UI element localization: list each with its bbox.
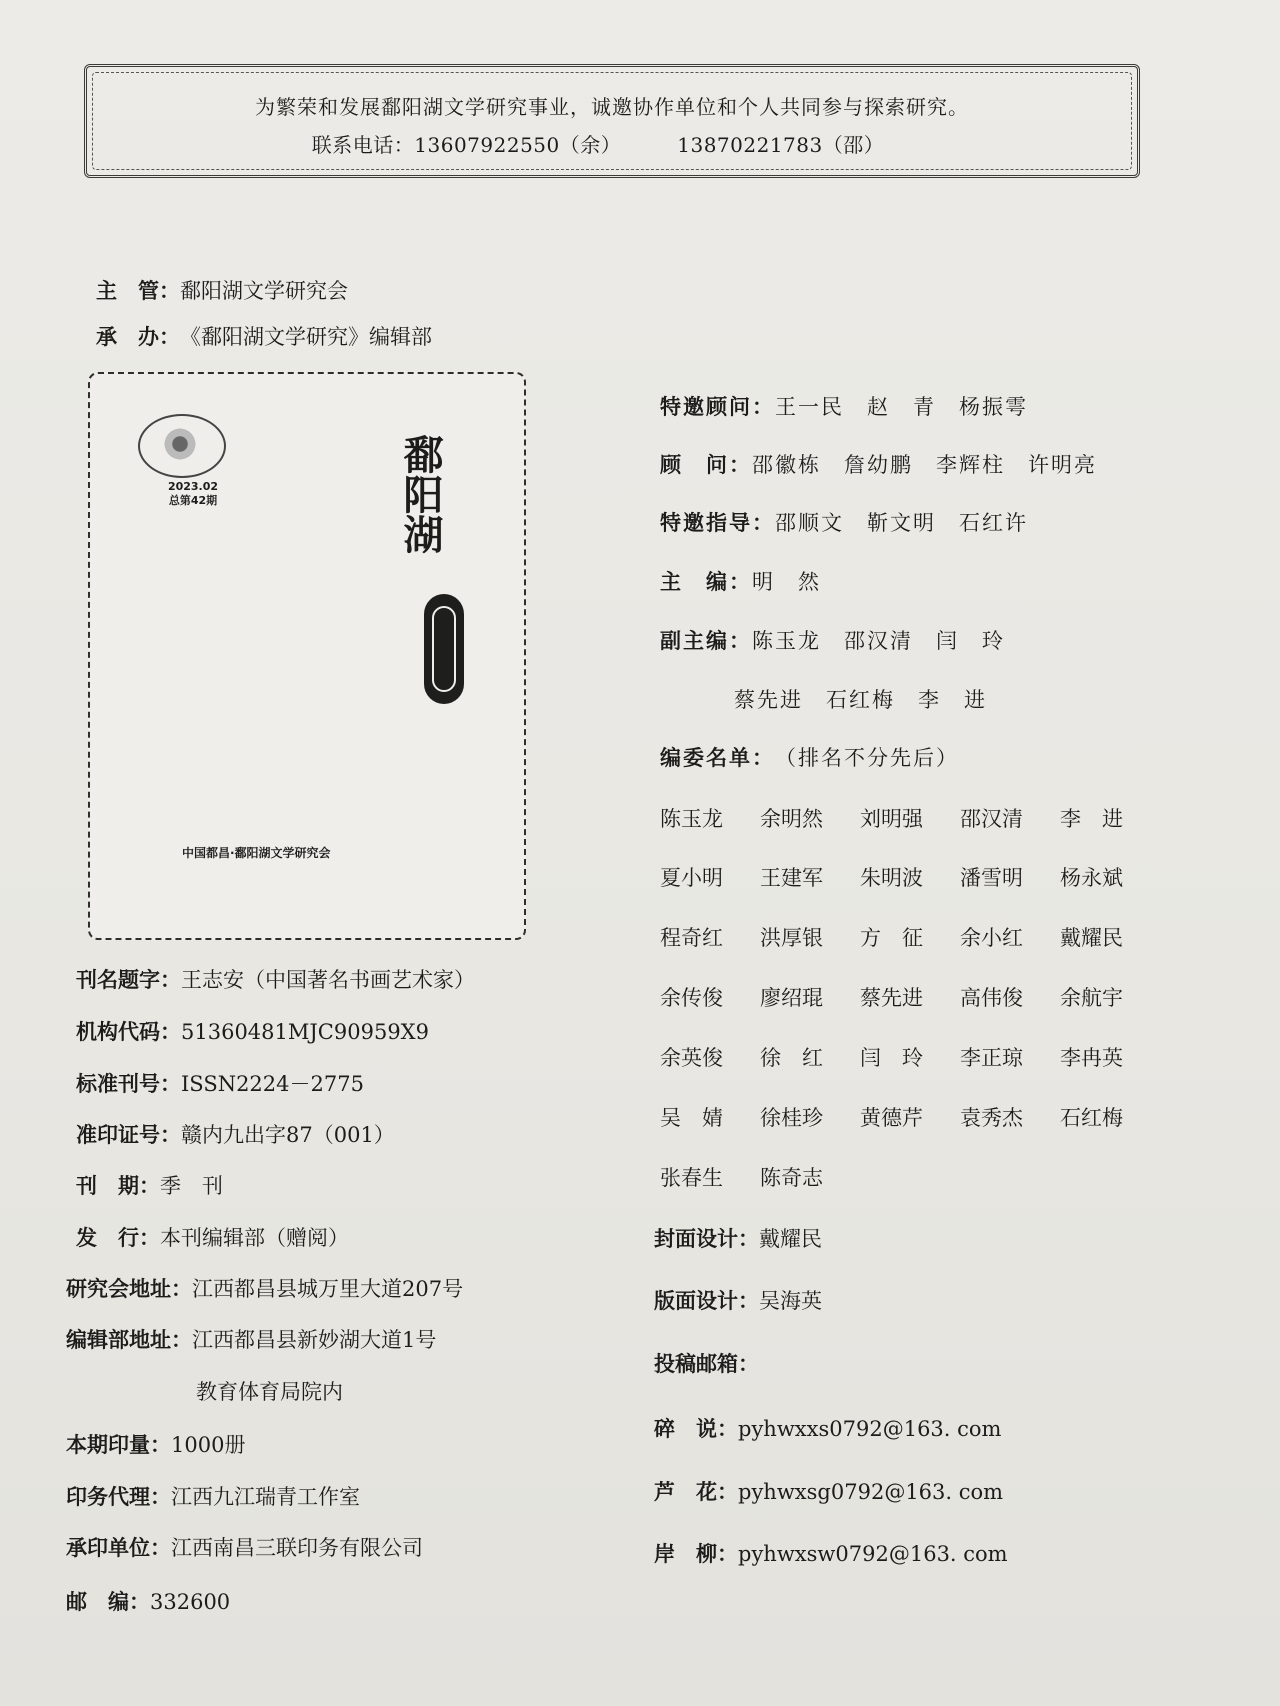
committee-row [660,803,1160,833]
committee-member: 程奇红 [660,926,723,950]
committee-member: 方 征 [860,926,923,950]
committee-member: 余明然 [760,807,823,831]
phone-2: 13870221783（邵） [677,133,885,157]
special-advisors-row [660,392,1028,422]
phone-1: 13607922550（余） [414,133,622,157]
committee-row [660,1102,1160,1132]
info-label: 邮 编： [66,1590,150,1614]
committee-member: 蔡先进 [860,986,923,1010]
committee-member: 李 进 [1060,807,1123,831]
organizer-value: 《鄱阳湖文学研究》编辑部 [180,325,432,349]
committee-member: 闫 玲 [860,1046,923,1070]
cover-issue-number: 总第42期 [168,494,218,507]
deputy-editors-row [660,626,1005,656]
committee-member: 吴 婧 [660,1106,723,1130]
info-label: 刊 期： [76,1174,160,1198]
cover-title-text: 鄱阳湖 [397,434,444,554]
committee-member: 石红梅 [1060,1106,1123,1130]
print-agent-row [66,1482,360,1512]
committee-note: （排名不分先后） [775,746,959,770]
email-address: pyhwxsg0792@163. com [738,1480,1004,1504]
info-value: 陈玉龙 邵汉清 闫 玲 [752,629,1005,653]
info-value: 明 然 [752,570,821,594]
notice-phones [87,129,1137,158]
postcode-row [66,1587,230,1617]
info-label: 封面设计： [654,1227,759,1251]
deputy-editors-cont-row [734,685,987,715]
org-code-row [76,1017,429,1047]
committee-member: 邵汉清 [960,807,1023,831]
committee-member: 余英俊 [660,1046,723,1070]
association-emblem-icon [138,414,226,478]
committee-member: 戴耀民 [1060,926,1123,950]
committee-member: 陈玉龙 [660,807,723,831]
info-label: 特邀指导： [660,511,775,535]
info-label: 特邀顾问： [660,395,775,419]
committee-member: 高伟俊 [960,986,1023,1010]
cover-thumbnail [88,372,526,940]
info-label: 版面设计： [654,1289,759,1313]
committee-row [660,862,1160,892]
committee-member: 刘明强 [860,807,923,831]
info-label: 编辑部地址： [66,1328,192,1352]
info-value: 季 刊 [160,1174,223,1198]
info-label: 研究会地址： [66,1277,192,1301]
info-label: 承印单位： [66,1536,171,1560]
editor-row [660,567,821,597]
info-label: 本期印量： [66,1433,171,1457]
info-label: 准印证号： [76,1123,181,1147]
info-value: 邵徽栋 詹幼鹏 李辉柱 许明亮 [752,453,1097,477]
special-guidance-row [660,508,1028,538]
email-row [654,1414,1001,1444]
committee-row [660,982,1160,1012]
committee-header-row [660,743,959,773]
info-label: 机构代码： [76,1020,181,1044]
editorial-address-row [66,1325,436,1355]
submission-row [654,1349,759,1379]
supervisor-value: 鄱阳湖文学研究会 [180,279,348,303]
committee-member: 杨永斌 [1060,866,1123,890]
committee-member: 李冉英 [1060,1046,1123,1070]
committee-member: 黄德芹 [860,1106,923,1130]
info-value: 王志安（中国著名书画艺术家） [181,968,475,992]
notice-box [84,64,1140,178]
info-value: 江西南昌三联印务有限公司 [171,1536,423,1560]
supervisor-row [96,276,348,306]
cover-issue-date: 2023.02 [167,480,219,493]
phone-label: 联系电话： [311,133,415,157]
info-value: 教育体育局院内 [196,1380,343,1404]
committee-member: 李正琼 [960,1046,1023,1070]
committee-member: 余传俊 [660,986,723,1010]
layout-design-row [654,1286,822,1316]
committee-row [660,1042,1160,1072]
permit-row [76,1120,395,1150]
notice-text: 为繁荣和发展鄱阳湖文学研究事业，诚邀协作单位和个人共同参与探索研究。 [255,95,969,119]
committee-member: 徐桂珍 [760,1106,823,1130]
info-label: 投稿邮箱： [654,1352,759,1376]
committee-row [660,1162,860,1192]
email-label: 芦 花： [654,1480,738,1504]
info-value: 蔡先进 石红梅 李 进 [734,688,987,712]
committee-member: 陈奇志 [760,1166,823,1190]
committee-member: 张春生 [660,1166,723,1190]
info-value: 江西九江瑞青工作室 [171,1485,360,1509]
committee-member: 朱明波 [860,866,923,890]
info-label: 标准刊号： [76,1072,181,1096]
email-label: 碎 说： [654,1417,738,1441]
committee-row [660,922,1160,952]
info-label: 顾 问： [660,453,752,477]
email-row [654,1539,1008,1569]
info-value: 1000册 [171,1433,246,1457]
committee-member: 廖绍琨 [760,986,823,1010]
info-value: 吴海英 [759,1289,822,1313]
info-value: 邵顺文 靳文明 石红许 [775,511,1028,535]
email-address: pyhwxsw0792@163. com [738,1542,1008,1566]
organizer-label: 承 办： [96,325,180,349]
info-label: 编委名单： [660,746,775,770]
cover-issue [138,480,248,508]
advisors-row [660,450,1097,480]
supervisor-label: 主 管： [96,279,180,303]
info-value: 江西都昌县城万里大道207号 [192,1277,464,1301]
title-calligraphy-row [76,965,475,995]
print-run-row [66,1430,245,1460]
info-value: 332600 [150,1590,231,1614]
info-value: 赣内九出字87（001） [181,1123,395,1147]
email-row [654,1477,1003,1507]
committee-member: 袁秀杰 [960,1106,1023,1130]
info-value: ISSN2224－2775 [181,1072,364,1096]
info-value: 王一民 赵 青 杨振雩 [775,395,1028,419]
printer-row [66,1533,423,1563]
cover-footer: 中国都昌·鄱阳湖文学研究会 [182,846,331,860]
email-label: 岸 柳： [654,1542,738,1566]
info-label: 印务代理： [66,1485,171,1509]
info-label: 副主编： [660,629,752,653]
committee-member: 潘雪明 [960,866,1023,890]
committee-member: 余航宇 [1060,986,1123,1010]
info-value: 51360481MJC90959X9 [181,1020,429,1044]
info-label: 发 行： [76,1226,160,1250]
frequency-row [76,1171,223,1201]
cover-design-row [654,1224,822,1254]
info-value: 本刊编辑部（赠阅） [160,1226,349,1250]
issn-row [76,1069,364,1099]
cover-title [390,434,450,569]
committee-member: 夏小明 [660,866,723,890]
email-address: pyhwxxs0792@163. com [738,1417,1002,1441]
committee-member: 余小红 [960,926,1023,950]
distribution-row [76,1223,349,1253]
committee-member: 洪厚银 [760,926,823,950]
literature-seal-icon [424,594,464,704]
info-value: 戴耀民 [759,1227,822,1251]
association-address-row [66,1274,463,1304]
editorial-address-cont-row [196,1377,343,1407]
info-value: 江西都昌县新妙湖大道1号 [192,1328,437,1352]
info-label: 主 编： [660,570,752,594]
info-label: 刊名题字： [76,968,181,992]
organizer-row [96,322,432,352]
committee-member: 王建军 [760,866,823,890]
committee-member: 徐 红 [760,1046,823,1070]
